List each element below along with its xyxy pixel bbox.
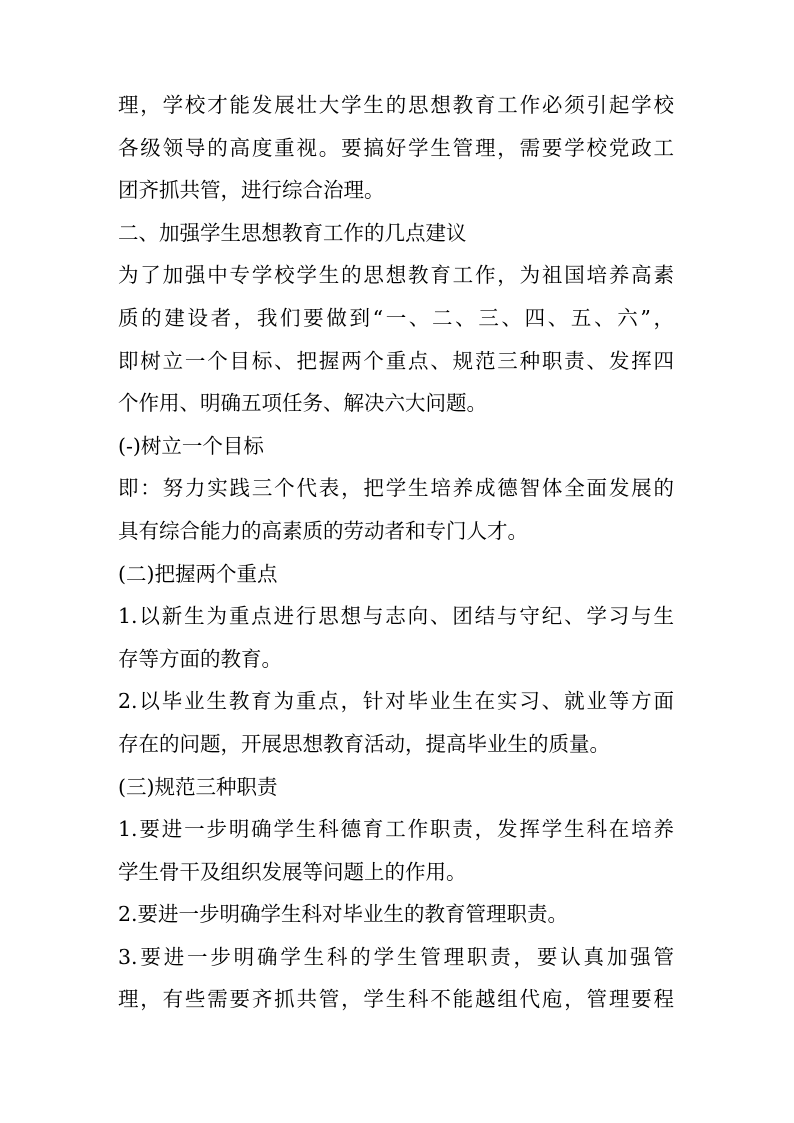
text-line-01: 理，学校才能发展壮大学生的思想教育工作必须引起学校 [118,93,674,117]
text-line-05: 为了加强中专学校学生的思想教育工作，为祖国培养高素 [118,263,674,288]
text-line-02: 各级领导的高度重视。要搞好学生管理，需要学校党政工 [118,135,674,160]
document-body [118,84,674,1021]
text-line-14: 存等方面的教育。 [118,646,282,671]
text-line-07: 即树立一个目标、把握两个重点、规范三种职责、发挥四 [118,348,674,373]
text-line-16: 存在的问题，开展思想教育活动，提高毕业生的质量。 [118,731,610,756]
text-line-06: 质的建设者，我们要做到“一、二、三、四、五、六”， [118,305,674,330]
subsection-heading-3: (三)规范三种职责 [118,774,278,799]
subsection-heading-1: (-)树立一个目标 [118,433,264,458]
text-line-19: 学生骨干及组织发展等问题上的作用。 [118,859,467,884]
text-line-22: 理，有些需要齐抓共管，学生科不能越组代庖，管理要程 [118,987,674,1012]
text-line-10: 即：努力实践三个代表，把学生培养成德智体全面发展的 [118,476,674,501]
subsection-heading-2: (二)把握两个重点 [118,561,278,586]
text-line-11: 具有综合能力的高素质的劳动者和专门人才。 [118,518,528,543]
text-line-20: 2.要进一步明确学生科对毕业生的教育管理职责。 [118,902,569,927]
text-line-18: 1.要进一步明确学生科德育工作职责，发挥学生科在培养 [118,817,674,842]
text-line-03: 团齐抓共管，进行综合治理。 [118,178,385,203]
text-line-08: 个作用、明确五项任务、解决六大问题。 [118,391,487,416]
text-line-21: 3.要进一步明确学生科的学生管理职责，要认真加强管 [118,944,674,969]
text-line-15: 2.以毕业生教育为重点，针对毕业生在实习、就业等方面 [118,689,674,714]
section-heading-2: 二、加强学生思想教育工作的几点建议 [118,220,467,245]
text-line-13: 1.以新生为重点进行思想与志向、团结与守纪、学习与生 [118,604,674,629]
